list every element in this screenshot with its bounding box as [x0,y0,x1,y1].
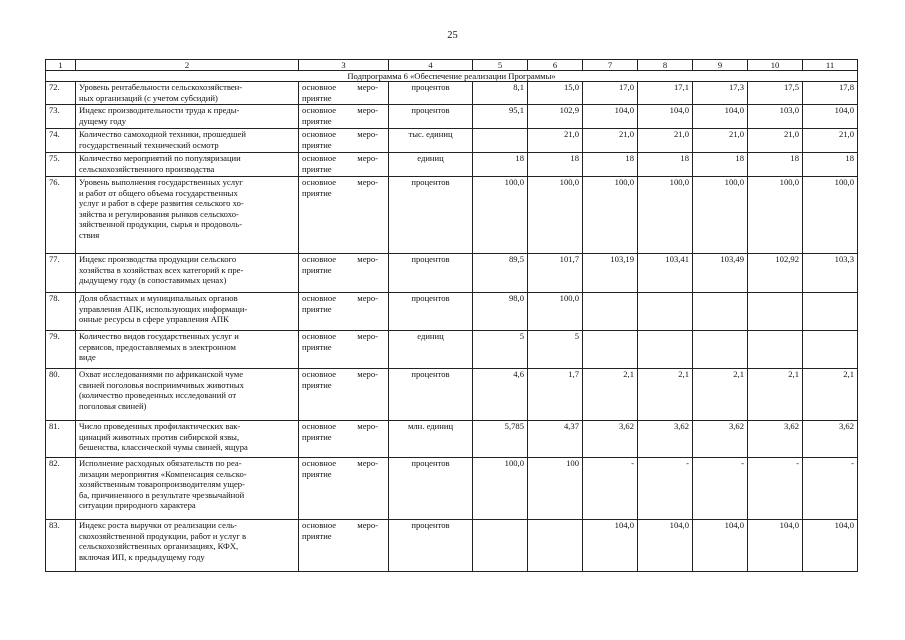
indicator-name-line: Уровень рентабельности сельскохозяйствен- [79,82,243,92]
row-number: 72. [46,82,76,105]
value-cell: 100,0 [528,177,583,254]
value-cell: 15,0 [528,82,583,105]
indicator-name-line: бешенства, классической чумы свиней, ящура [79,442,248,453]
value-cell: 18 [803,153,858,177]
value-cell: 103,19 [583,254,638,293]
measure-type-word: основное [302,293,337,303]
column-number: 1 [46,60,76,71]
value-cell: 17,1 [638,82,693,105]
measure-type-line: приятие [302,468,332,479]
table-row [46,369,858,421]
indicator-name [76,369,299,421]
measure-type [299,153,389,177]
indicator-name-line: Индекс производства продукции сельского [79,254,237,264]
value-cell: - [803,458,858,520]
indicator-name-line: и работ от общего объема государственных [79,187,238,198]
unit-of-measure: единиц [389,153,473,177]
value-cell: 104,0 [583,105,638,129]
measure-type [299,331,389,369]
unit-of-measure: единиц [389,331,473,369]
indicator-name [76,153,299,177]
table-row [46,82,858,105]
indicator-name-line: ба, причиненного в результате чрезвычайной [79,489,245,500]
value-cell: 21,0 [638,129,693,153]
value-cell: 3,62 [583,421,638,458]
column-number-row [46,60,858,71]
table-row [46,293,858,331]
measure-type-word: основное [302,458,337,468]
value-cell: 3,62 [693,421,748,458]
indicator-name-line: поголовья свиней) [79,400,147,411]
indicator-name [76,331,299,369]
measure-type-word: основное [302,369,337,379]
measure-type-word: основное [302,421,337,431]
indicators-table [45,59,858,572]
value-cell: - [638,458,693,520]
indicator-name [76,458,299,520]
indicator-name-line: зяйства и регулирования рынков сельскохо- [79,208,239,219]
indicator-name [76,520,299,572]
indicator-name-line: государственный технический осмотр [79,139,219,150]
indicator-name-line: Индекс производительности труда к преды- [79,105,240,115]
value-cell: 17,8 [803,82,858,105]
table-row [46,421,858,458]
measure-type [299,421,389,458]
indicator-name-line: включая ИП, к предыдущему году [79,551,205,562]
indicator-name-line: хозяйственным товаропроизводителям ущер- [79,479,245,490]
table-row [46,105,858,129]
indicator-name-line: (количество проведенных исследований от [79,390,237,401]
value-cell: 104,0 [638,105,693,129]
value-cell: 21,0 [748,129,803,153]
measure-type-line: приятие [302,139,332,150]
indicator-name-line: Количество мероприятий по популяризации [79,153,241,163]
value-cell: 18 [528,153,583,177]
measure-type-word: основное [302,331,337,341]
measure-type-word: основное [302,177,337,187]
value-cell [748,293,803,331]
value-cell: 89,5 [473,254,528,293]
value-cell: 104,0 [693,520,748,572]
row-number: 80. [46,369,76,421]
unit-of-measure: млн. единиц [389,421,473,458]
measure-type-word: меро- [357,254,378,264]
measure-type [299,369,389,421]
row-number: 82. [46,458,76,520]
table-row [46,254,858,293]
indicator-name-line: Охват исследованиями по африканской чуме [79,369,244,379]
value-cell [803,331,858,369]
measure-type-line: приятие [302,163,332,174]
indicator-name-line: Число проведенных профилактических вак- [79,421,241,431]
measure-type-line: приятие [302,530,332,541]
unit-of-measure: процентов [389,369,473,421]
indicator-name-line: хозяйства в хозяйствах всех категорий к пре- [79,264,244,275]
unit-of-measure: процентов [389,254,473,293]
value-cell: 18 [473,153,528,177]
value-cell: 103,0 [748,105,803,129]
value-cell [473,129,528,153]
value-cell: 2,1 [693,369,748,421]
value-cell [473,520,528,572]
value-cell: 4,6 [473,369,528,421]
measure-type-word: основное [302,105,337,115]
unit-of-measure: процентов [389,458,473,520]
value-cell: 100,0 [803,177,858,254]
indicator-name-line: дущему году [79,115,127,126]
subprogram-row [46,71,858,82]
table-row [46,129,858,153]
measure-type-word: меро- [357,153,378,163]
unit-of-measure: процентов [389,177,473,254]
indicator-name-line: Исполнение расходных обязательств по реа- [79,458,242,468]
value-cell: 2,1 [638,369,693,421]
value-cell: 5 [528,331,583,369]
value-cell [528,520,583,572]
measure-type-line: приятие [302,115,332,126]
page-number: 25 [447,30,458,41]
column-number: 9 [693,60,748,71]
indicator-name-line: дыдущему году (в сопоставимых ценах) [79,275,227,286]
value-cell: 18 [583,153,638,177]
value-cell: 100,0 [583,177,638,254]
row-number: 83. [46,520,76,572]
indicator-name-line: виде [79,352,96,363]
indicator-name-line: цинаций животных против сибирской язвы, [79,431,240,442]
measure-type-word: меро- [357,520,378,530]
value-cell: 17,3 [693,82,748,105]
value-cell: 104,0 [803,105,858,129]
value-cell [693,331,748,369]
measure-type [299,82,389,105]
measure-type [299,129,389,153]
measure-type-word: основное [302,254,337,264]
unit-of-measure: процентов [389,293,473,331]
table-row [46,177,858,254]
measure-type-line: приятие [302,303,332,314]
value-cell: 5 [473,331,528,369]
value-cell: 4,37 [528,421,583,458]
indicator-name-line: управления АПК, использующих информаци- [79,303,248,314]
value-cell: 101,7 [528,254,583,293]
indicator-name-line: услуг и работ в сфере развития сельского хо- [79,198,244,209]
value-cell: 104,0 [638,520,693,572]
value-cell: 102,9 [528,105,583,129]
indicator-name [76,105,299,129]
value-cell: 21,0 [583,129,638,153]
row-number: 75. [46,153,76,177]
value-cell: 100,0 [693,177,748,254]
value-cell: 100,0 [473,177,528,254]
row-number: 79. [46,331,76,369]
indicator-name-line: ствия [79,229,100,240]
row-number: 81. [46,421,76,458]
indicator-name-line: Количество видов государственных услуг и [79,331,239,341]
measure-type-line: приятие [302,92,332,103]
measure-type-word: меро- [357,421,378,431]
value-cell: - [748,458,803,520]
measure-type-line: приятие [302,264,332,275]
value-cell: 3,62 [748,421,803,458]
measure-type-line: приятие [302,379,332,390]
indicator-name-line: сельскохозяйственных организациях, КФХ, [79,541,239,552]
indicator-name [76,129,299,153]
measure-type-word: меро- [357,331,378,341]
column-number: 5 [473,60,528,71]
unit-of-measure: процентов [389,105,473,129]
value-cell: 18 [638,153,693,177]
indicator-name-line: ситуации природного характера [79,500,196,511]
value-cell [638,293,693,331]
row-number: 73. [46,105,76,129]
value-cell [693,293,748,331]
value-cell [583,331,638,369]
value-cell: 21,0 [693,129,748,153]
indicator-name-line: Индекс роста выручки от реализации сель- [79,520,237,530]
column-number: 7 [583,60,638,71]
value-cell [583,293,638,331]
indicator-name-line: сервисов, предоставляемых в электронном [79,341,236,352]
measure-type-word: меро- [357,177,378,187]
measure-type [299,458,389,520]
value-cell: - [583,458,638,520]
value-cell: 3,62 [803,421,858,458]
indicator-name-line: онные ресурсы в сфере управления АПК [79,314,229,325]
table-row [46,153,858,177]
value-cell: 98,0 [473,293,528,331]
indicator-name [76,82,299,105]
value-cell: 100,0 [528,293,583,331]
measure-type-word: основное [302,153,337,163]
value-cell: 102,92 [748,254,803,293]
indicator-name-line: Уровень выполнения государственных услуг [79,177,243,187]
indicator-name-line: лизации мероприятия «Компенсация сельско- [79,468,247,479]
value-cell: - [693,458,748,520]
value-cell: 104,0 [583,520,638,572]
indicator-name [76,421,299,458]
table-row [46,458,858,520]
indicator-name-line: скохозяйственной продукции, работ и услуг в [79,530,247,541]
table-row [46,520,858,572]
value-cell: 103,3 [803,254,858,293]
value-cell: 104,0 [693,105,748,129]
value-cell: 17,5 [748,82,803,105]
value-cell: 18 [693,153,748,177]
measure-type-line: приятие [302,341,332,352]
indicator-name [76,177,299,254]
column-number: 3 [299,60,389,71]
value-cell: 2,1 [583,369,638,421]
value-cell: 100,0 [473,458,528,520]
value-cell: 103,41 [638,254,693,293]
value-cell: 103,49 [693,254,748,293]
value-cell: 21,0 [528,129,583,153]
value-cell [803,293,858,331]
indicator-name [76,293,299,331]
value-cell: 2,1 [748,369,803,421]
row-number: 74. [46,129,76,153]
column-number: 10 [748,60,803,71]
subprogram-title: Подпрограмма 6 «Обеспечение реализации Программы» [46,71,858,82]
value-cell: 100,0 [748,177,803,254]
row-number: 76. [46,177,76,254]
column-number: 6 [528,60,583,71]
measure-type-word: меро- [357,458,378,468]
row-number: 78. [46,293,76,331]
indicator-name-line: сельскохозяйственного производства [79,163,215,174]
measure-type [299,254,389,293]
measure-type-word: меро- [357,369,378,379]
column-number: 2 [76,60,299,71]
unit-of-measure: тыс. единиц [389,129,473,153]
measure-type-word: основное [302,129,337,139]
value-cell: 18 [748,153,803,177]
measure-type-word: меро- [357,293,378,303]
measure-type-word: основное [302,82,337,92]
value-cell: 17,0 [583,82,638,105]
value-cell: 104,0 [803,520,858,572]
table-row [46,331,858,369]
value-cell: 5,785 [473,421,528,458]
measure-type-word: основное [302,520,337,530]
value-cell: 100,0 [638,177,693,254]
indicator-name-line: Количество самоходной техники, прошедшей [79,129,246,139]
measure-type-word: меро- [357,105,378,115]
measure-type [299,177,389,254]
value-cell: 1,7 [528,369,583,421]
indicator-name-line: Доля областных и муниципальных органов [79,293,238,303]
value-cell: 8,1 [473,82,528,105]
value-cell: 104,0 [748,520,803,572]
value-cell [748,331,803,369]
value-cell: 100 [528,458,583,520]
column-number: 11 [803,60,858,71]
value-cell: 3,62 [638,421,693,458]
measure-type [299,293,389,331]
indicator-name-line: зяйственной продукции, сырья и продоволь- [79,219,242,230]
indicator-name-line: ных организаций (с учетом субсидий) [79,92,218,103]
indicator-name [76,254,299,293]
unit-of-measure: процентов [389,520,473,572]
value-cell: 21,0 [803,129,858,153]
unit-of-measure: процентов [389,82,473,105]
measure-type-word: меро- [357,129,378,139]
value-cell [638,331,693,369]
column-number: 8 [638,60,693,71]
row-number: 77. [46,254,76,293]
measure-type [299,520,389,572]
measure-type-word: меро- [357,82,378,92]
measure-type-line: приятие [302,187,332,198]
value-cell: 2,1 [803,369,858,421]
value-cell: 95,1 [473,105,528,129]
column-number: 4 [389,60,473,71]
measure-type [299,105,389,129]
indicator-name-line: свиней поголовья восприимчивых животных [79,379,244,390]
measure-type-line: приятие [302,431,332,442]
